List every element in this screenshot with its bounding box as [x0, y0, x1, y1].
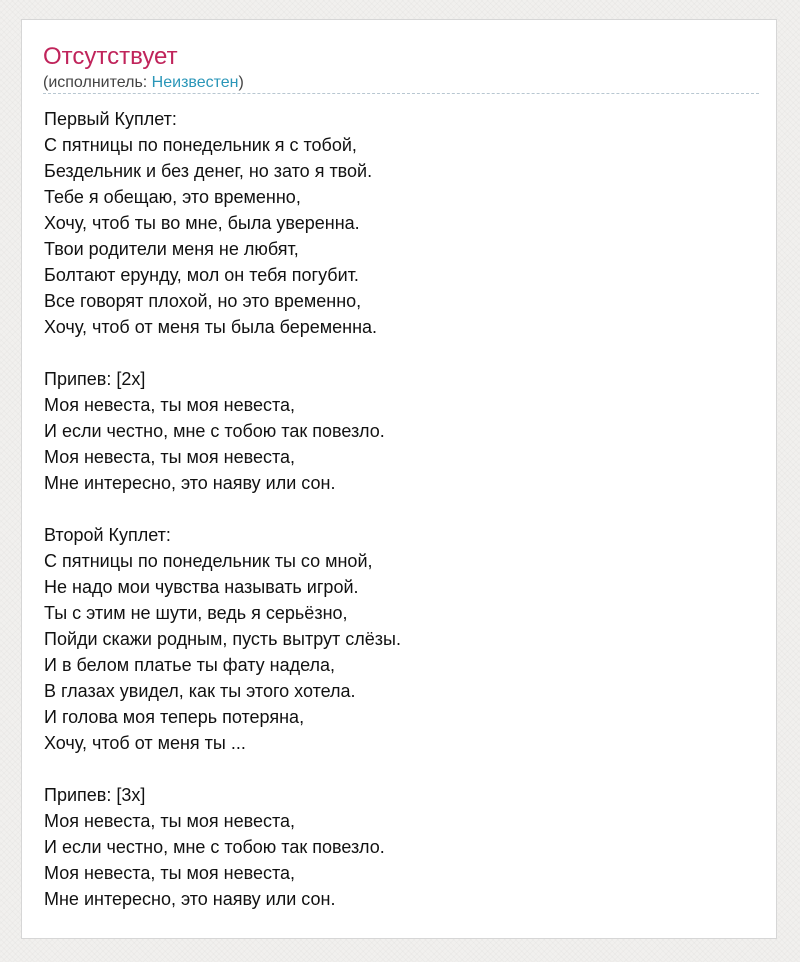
- lyrics-line: Тебе я обещаю, это временно,: [44, 187, 301, 207]
- song-title: Отсутствует: [43, 43, 178, 70]
- artist-prefix: (исполнитель:: [43, 74, 152, 91]
- lyrics-stanza: [44, 782, 764, 912]
- lyrics-line: И в белом платье ты фату надела,: [44, 655, 336, 675]
- lyrics-card: [21, 19, 777, 939]
- lyrics-line: Моя невеста, ты моя невеста,: [44, 395, 296, 415]
- lyrics-line: Мне интересно, это наяву или сон.: [44, 889, 336, 909]
- lyrics-stanza: [44, 522, 764, 756]
- lyrics-line: Хочу, чтоб ты во мне, была уверенна.: [44, 213, 360, 233]
- lyrics-line: Второй Куплет:: [44, 525, 171, 545]
- lyrics-line: Припев: [2x]: [44, 369, 146, 389]
- lyrics-line: Пойди скажи родным, пусть вытрут слёзы.: [44, 629, 401, 649]
- artist-suffix: ): [238, 74, 244, 91]
- lyrics-line: Моя невеста, ты моя невеста,: [44, 447, 296, 467]
- lyrics-line: И если честно, мне с тобою так повезло.: [44, 837, 385, 857]
- lyrics-text: [44, 106, 764, 938]
- lyrics-line: Хочу, чтоб от меня ты ...: [44, 733, 246, 753]
- lyrics-line: С пятницы по понедельник я с тобой,: [44, 135, 357, 155]
- lyrics-line: Бездельник и без денег, но зато я твой.: [44, 161, 373, 181]
- lyrics-stanza: [44, 106, 764, 340]
- lyrics-line: Первый Куплет:: [44, 109, 177, 129]
- lyrics-line: Ты с этим не шути, ведь я серьёзно,: [44, 603, 348, 623]
- artist-line: [43, 74, 244, 92]
- lyrics-line: В глазах увидел, как ты этого хотела.: [44, 681, 356, 701]
- title-divider: [43, 93, 759, 94]
- lyrics-line: Болтают ерунду, мол он тебя погубит.: [44, 265, 359, 285]
- lyrics-line: Твои родители меня не любят,: [44, 239, 299, 259]
- lyrics-line: Моя невеста, ты моя невеста,: [44, 811, 296, 831]
- lyrics-line: Все говорят плохой, но это временно,: [44, 291, 362, 311]
- lyrics-line: Не надо мои чувства называть игрой.: [44, 577, 359, 597]
- lyrics-stanza: [44, 366, 764, 496]
- lyrics-line: Моя невеста, ты моя невеста,: [44, 863, 296, 883]
- lyrics-line: И голова моя теперь потеряна,: [44, 707, 305, 727]
- lyrics-line: Хочу, чтоб от меня ты была беременна.: [44, 317, 378, 337]
- artist-link[interactable]: Неизвестен: [151, 74, 239, 91]
- lyrics-line: Припев: [3x]: [44, 785, 146, 805]
- lyrics-line: Мне интересно, это наяву или сон.: [44, 473, 336, 493]
- lyrics-line: С пятницы по понедельник ты со мной,: [44, 551, 373, 571]
- lyrics-line: И если честно, мне с тобою так повезло.: [44, 421, 385, 441]
